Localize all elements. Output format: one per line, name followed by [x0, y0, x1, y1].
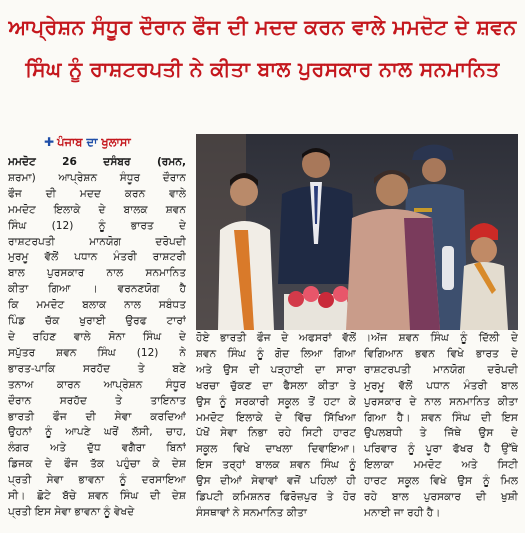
- text-line: ਫੌਜ ਦੀ ਮਦਦ ਕਰਨ ਵਾਲੇ: [8, 187, 186, 200]
- text-line: ਰਾਸ਼ਟਰਪਤੀ ਮਾਨਯੋਗ ਦਰੋਪਦੀ: [364, 363, 518, 376]
- text-line: ਹੋਏ ਭਾਰਤੀ ਫੌਜ ਦੇ ਅਫਸਰਾਂ ਵੱਲੋਂ: [196, 332, 356, 344]
- text-line: ਦੌਰਾਨ ਸਰਹੱਦ ਤੇ ਤਾਇਨਾਤ: [8, 394, 186, 407]
- text-line: ਰਾਸ਼ਟਰਪਤੀ ਮਾਨਯੋਗ ਦਰੋਪਦੀ: [8, 235, 186, 248]
- star-icon: ✚: [44, 135, 55, 149]
- text-line: ਮਮਦੋਟ 26 ਦਸੰਬਰ (ਰਮਨ,: [8, 156, 186, 168]
- text-line: ਸ਼ਰਮਾ) ਆਪ੍ਰੇਸ਼ਨ ਸੰਧੂਰ ਦੌਰਾਨ: [8, 171, 186, 184]
- text-line: ਮਮਦੋਟ ਇਲਾਕੇ ਦੇ ਵਿੱਚ ਸਿੱਖਿਆ: [196, 411, 356, 424]
- text-line: ਇਸ ਤਰ੍ਹਾਂ ਬਾਲਕ ਸ਼ਵਨ ਸਿੰਘ ਨੂੰ: [196, 459, 356, 472]
- text-line: ਲੰਗਰ ਅਤੇ ਦੁੱਧ ਵਗੈਰਾ ਬਿਨਾਂ: [8, 442, 186, 455]
- article-column-2: [196, 331, 356, 522]
- text-line: ਡਿਜਕ ਦੇ ਫੌਜ ਤੱਕ ਪਹੁੰਚਾ ਕੇ ਦੇਸ਼: [8, 458, 186, 471]
- headline-line-1: ਆਪ੍ਰੇਸ਼ਨ ਸੰਧੂਰ ਦੌਰਾਨ ਫੌਜ ਦੀ ਮਦਦ ਕਰਨ ਵਾਲੇ ਮਮਦੋਟ ਦੇ ਸ਼ਵਨ: [8, 15, 517, 39]
- text-line: ਮੁਰਮੂ ਵੱਲੋਂ ਪਧਾਨ ਮੰਤਰੀ ਬਾਲ: [364, 379, 518, 392]
- photo-illustration: [196, 134, 518, 330]
- text-line: ਭਾਰਤ-ਪਾਕਿ ਸਰਹੱਦ ਤੇ ਬਣੇ: [8, 362, 186, 375]
- text-line: ਦੇ ਰਹਿਣ ਵਾਲੇ ਸੋਨਾ ਸਿੰਘ ਦੇ: [8, 330, 186, 343]
- text-line: ਇਲਾਕਾ ਮਮਦੋਟ ਅਤੇ ਸਿਟੀ: [364, 459, 518, 472]
- text-line: ਹਾਰਟ ਸਕੂਲ ਵਿਖੇ ਉਸ ਨੂੰ ਮਿਲ: [364, 475, 518, 488]
- text-line: ਸ਼ਵਨ ਸਿੰਘ ਨੂੰ ਗੋਦ ਲਿਆ ਗਿਆ: [196, 347, 356, 360]
- brand-part-2: ਦਾ: [86, 135, 98, 149]
- text-line: ਪਿੰਡ ਚੱਕ ਖੁਰਾਈ ਉਰਫ ਟਾਰਾਂ: [8, 315, 186, 328]
- text-line: ਪਰਿਵਾਰ ਨੂੰ ਪੂਰਾ ਫੱਖਰ ਹੈ ਉੱਥੇ: [364, 443, 518, 456]
- text-line: ਉਸ ਦੀਆਂ ਸੇਵਾਵਾਂ ਵਜੋਂ ਪਹਿਲਾਂ ਹੀ: [196, 475, 356, 488]
- article-column-1: [8, 155, 186, 521]
- text-line: ਗਿਆ ਹੈ। ਸ਼ਵਨ ਸਿੰਘ ਦੀ ਇਸ: [364, 411, 518, 424]
- text-line: ਪ੍ਰਤੀ ਇਸ ਸੇਵਾ ਭਾਵਨਾ ਨੂੰ ਵੇਖਦੇ: [8, 505, 135, 518]
- text-line: ਡਿਪਟੀ ਕਮਿਸ਼ਨਰ ਫਿਰੋਜ਼ਪੁਰ ਤੇ ਹੋਰ: [196, 491, 356, 504]
- brand-part-1: ਪੰਜਾਬ: [57, 135, 83, 149]
- text-line: ।ਅੱਜ ਸ਼ਵਨ ਸਿੰਘ ਨੂੰ ਦਿੱਲੀ ਦੇ: [364, 332, 518, 344]
- text-line: ਰਹੇ ਬਾਲ ਪੁਰਸਕਾਰ ਦੀ ਖੁਸ਼ੀ: [364, 491, 518, 504]
- text-line: ਖਰਚਾ ਚੁੱਕਣ ਦਾ ਫੈਸਲਾ ਕੀਤਾ ਤੇ: [196, 379, 356, 392]
- text-line: ਸੀ। ਛੋਟੇ ਬੱਚੇ ਸ਼ਵਨ ਸਿੰਘ ਦੀ ਦੇਸ਼: [8, 490, 186, 503]
- text-line: ਵਿਗਿਆਨ ਭਵਨ ਵਿਖੇ ਭਾਰਤ ਦੇ: [364, 347, 518, 360]
- text-line: ਭਾਰਤੀ ਫੌਜ ਦੀ ਸੇਵਾ ਕਰਦਿਆਂ: [8, 410, 186, 423]
- text-line: ਉਪਲਬਧੀ ਤੇ ਜਿੱਥੇ ਉਸ ਦੇ: [364, 427, 518, 440]
- brand-part-3: ਖੁਲਾਸਾ: [101, 135, 131, 149]
- text-line: ਪੁਰਸਕਾਰ ਦੇ ਨਾਲ ਸਨਮਾਨਿਤ ਕੀਤਾ: [364, 395, 518, 408]
- text-line: ਉਹਨਾਂ ਨੂੰ ਆਪਣੇ ਘਰੋਂ ਲੱਸੀ, ਚਾਹ,: [8, 426, 186, 439]
- text-line: ਸਿੰਘ (12) ਨੂੰ ਭਾਰਤ ਦੇ: [8, 219, 186, 232]
- text-line: ਮਨਾਈ ਜਾ ਰਹੀ ਹੈ।: [364, 506, 441, 519]
- text-line: ਸੰਸਥਾਵਾਂ ਨੇ ਸਨਮਾਨਿਤ ਕੀਤਾ: [196, 506, 307, 519]
- text-line: ਸਪੁੱਤਰ ਸ਼ਵਨ ਸਿੰਘ (12) ਨੇ: [8, 346, 186, 359]
- text-line: ਪ੍ਰਤੀ ਸੇਵਾ ਭਾਵਨਾ ਨੂੰ ਦਰਸਾਇਆ: [8, 474, 186, 487]
- headline: [8, 6, 517, 90]
- headline-line-2: ਸਿੰਘ ਨੂੰ ਰਾਸ਼ਟਰਪਤੀ ਨੇ ਕੀਤਾ ਬਾਲ ਪੁਰਸਕਾਰ ਨਾਲ ਸਨਮਾਨਿਤ: [25, 57, 500, 81]
- text-line: ਕਿ ਮਮਦੋਟ ਬਲਾਕ ਨਾਲ ਸਬੰਧਤ: [8, 299, 186, 312]
- award-ceremony-photo: [196, 134, 518, 330]
- text-line: ਕੀਤਾ ਗਿਆ । ਵਰਨਣਯੋਗ ਹੈ: [8, 283, 186, 296]
- award-trophy: [442, 246, 454, 290]
- text-line: ਅਤੇ ਉਸ ਦੀ ਪੜ੍ਹਾਈ ਦਾ ਸਾਰਾ: [196, 363, 356, 376]
- text-line: ਮਮਦੋਟ ਇਲਾਕੇ ਦੇ ਬਾਲਕ ਸ਼ਵਨ: [8, 203, 186, 216]
- text-line: ਪੱਖੋਂ ਸੇਵਾ ਨਿਭਾ ਰਹੇ ਸਿਟੀ ਹਾਰਟ: [196, 427, 356, 440]
- publication-brand: [44, 135, 131, 150]
- text-line: ਸਕੂਲ ਵਿਖੇ ਦਾਖਲਾ ਦਿਵਾਇਆ।: [196, 443, 356, 456]
- text-line: ਮੁਰਮੂ ਵੱਲੋਂ ਪਧਾਨ ਮੰਤਰੀ ਰਾਸ਼ਟਰੀ: [8, 251, 186, 264]
- article-column-3: [364, 331, 518, 522]
- text-line: ਤਨਾਅ ਕਾਰਨ ਆਪ੍ਰੇਸ਼ਨ ਸੰਧੂਰ: [8, 378, 186, 391]
- text-line: ਉਸ ਨੂੰ ਸਰਕਾਰੀ ਸਕੂਲ ਤੋਂ ਹਟਾ ਕੇ: [196, 395, 356, 408]
- text-line: ਬਾਲ ਪੁਰਸਕਾਰ ਨਾਲ ਸਨਮਾਨਿਤ: [8, 267, 186, 280]
